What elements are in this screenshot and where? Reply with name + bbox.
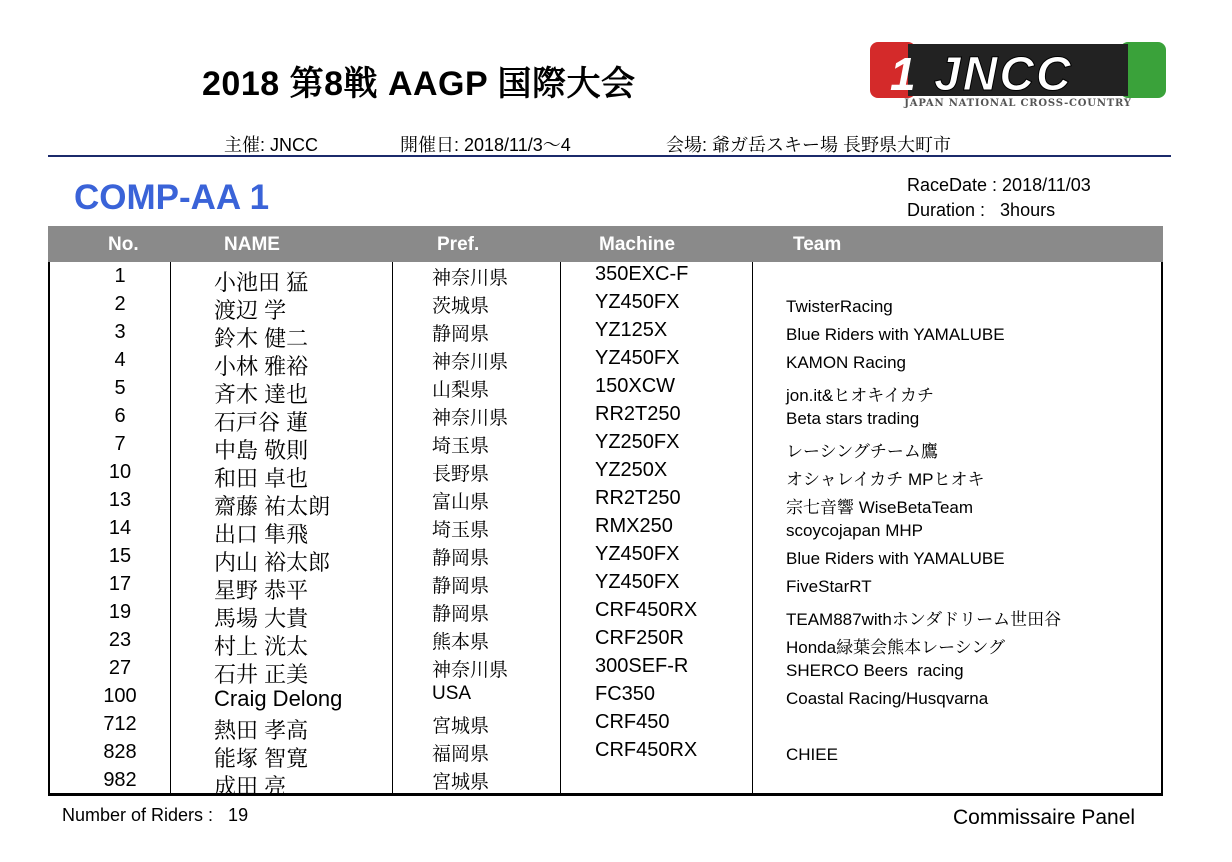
rider-number: 3 — [114, 321, 126, 343]
rider-number: 4 — [114, 349, 126, 371]
rider-machine: CRF450RX — [595, 599, 698, 621]
table-row — [50, 570, 1161, 603]
rider-prefecture: 長野県 — [432, 464, 490, 485]
rider-team: TEAM887withホンダドリーム世田谷 — [786, 610, 1062, 629]
rider-prefecture: 熊本県 — [432, 632, 490, 653]
logo-subtitle: JAPAN NATIONAL CROSS-COUNTRY — [904, 98, 1132, 109]
rider-number: 100 — [103, 685, 137, 707]
table-row — [50, 458, 1161, 491]
rider-number: 5 — [114, 377, 126, 399]
rider-number: 712 — [103, 713, 137, 735]
rider-name: 村上 洸太 — [214, 634, 309, 659]
rider-name: 成田 亮 — [214, 774, 287, 799]
rider-name: 小林 雅裕 — [214, 354, 309, 379]
table-row — [50, 682, 1161, 710]
rider-team: 宗七音響 WiseBetaTeam — [786, 498, 974, 517]
table-row — [50, 374, 1161, 407]
rider-name: 石戸谷 蓮 — [214, 410, 309, 435]
rider-count: Number of Riders : 19 — [62, 805, 249, 825]
page-title: 2018 第8戦 AAGP 国際大会 — [202, 65, 636, 103]
table-row — [50, 514, 1161, 547]
table-header — [48, 226, 1163, 262]
organizer: 主催: JNCC — [224, 135, 318, 155]
rider-prefecture: USA — [432, 683, 472, 704]
rider-prefecture: 静岡県 — [432, 604, 490, 625]
table-row — [50, 626, 1161, 659]
rider-team: SHERCO Beers racing — [786, 661, 964, 680]
svg-text:JNCC: JNCC — [934, 48, 1073, 101]
rider-machine: YZ450FX — [595, 543, 680, 565]
commissaire-panel: Commissaire Panel — [953, 806, 1136, 829]
rider-machine: YZ250FX — [595, 431, 680, 453]
results-table — [48, 262, 1163, 799]
col-team: Team — [793, 234, 842, 255]
header-rule — [48, 155, 1171, 157]
rider-team: CHIEE — [786, 745, 838, 764]
rider-name: 能塚 智寛 — [214, 746, 309, 771]
rider-team: オシャレイカチ MPヒオキ — [786, 470, 985, 489]
rider-team: Coastal Racing/Husqvarna — [786, 689, 989, 708]
rider-name: 小池田 猛 — [214, 270, 309, 295]
rider-machine: CRF450 — [595, 711, 670, 733]
rider-machine: RMX250 — [595, 515, 673, 537]
rider-team: jon.it&ヒオキイカチ — [786, 386, 935, 405]
rider-number: 828 — [103, 741, 137, 763]
rider-number: 1 — [114, 265, 126, 287]
rider-machine: 350EXC-F — [595, 263, 689, 285]
table-row — [50, 542, 1161, 575]
rider-number: 23 — [108, 629, 132, 651]
rider-name: 熱田 孝高 — [214, 718, 309, 743]
rider-prefecture: 茨城県 — [432, 296, 490, 317]
rider-name: 馬場 大貴 — [214, 606, 309, 631]
rider-machine: RR2T250 — [595, 403, 681, 425]
rider-prefecture: 静岡県 — [432, 324, 490, 345]
svg-text:1: 1 — [890, 48, 916, 100]
table-row — [50, 598, 1161, 631]
table-row — [50, 654, 1161, 687]
table-row — [50, 710, 1161, 743]
rider-prefecture: 埼玉県 — [432, 520, 490, 541]
rider-number: 982 — [103, 769, 137, 791]
rider-team: Blue Riders with YAMALUBE — [786, 549, 1005, 568]
rider-team: FiveStarRT — [786, 577, 872, 596]
rider-machine: CRF450RX — [595, 739, 698, 761]
table-row — [50, 346, 1161, 379]
rider-team: レーシングチーム鷹 — [786, 442, 938, 461]
rider-machine: YZ450FX — [595, 291, 680, 313]
col-no: No. — [108, 234, 139, 255]
table-row — [50, 290, 1161, 323]
col-name: NAME — [224, 234, 280, 255]
rider-team: Honda緑葉会熊本レーシング — [786, 638, 1005, 657]
rider-name: 中島 敬則 — [214, 438, 309, 463]
rider-prefecture: 福岡県 — [432, 744, 490, 765]
rider-machine: YZ125X — [595, 319, 668, 341]
rider-name: 石井 正美 — [214, 662, 309, 687]
rider-prefecture: 宮城県 — [432, 772, 490, 793]
race-date: RaceDate : 2018/11/03 — [907, 175, 1091, 195]
rider-team: Beta stars trading — [786, 409, 920, 428]
rider-prefecture: 神奈川県 — [432, 408, 509, 429]
rider-prefecture: 富山県 — [432, 492, 490, 513]
col-machine: Machine — [599, 234, 676, 255]
rider-machine: 150XCW — [595, 375, 676, 397]
rider-team: scoycojapan MHP — [786, 521, 924, 540]
rider-name: Craig Delong — [214, 686, 343, 711]
table-row — [50, 430, 1161, 463]
rider-number: 2 — [114, 293, 126, 315]
table-row — [50, 402, 1161, 435]
rider-prefecture: 神奈川県 — [432, 268, 509, 289]
rider-name: 鈴木 健二 — [214, 326, 309, 351]
rider-number: 10 — [108, 461, 132, 483]
table-row — [50, 318, 1161, 351]
rider-name: 渡辺 学 — [214, 298, 287, 323]
rider-prefecture: 神奈川県 — [432, 352, 509, 373]
rider-number: 7 — [114, 433, 126, 455]
rider-number: 14 — [108, 517, 132, 539]
rider-machine: RR2T250 — [595, 487, 681, 509]
rider-machine: FC350 — [595, 683, 656, 705]
rider-name: 星野 恭平 — [214, 578, 309, 603]
rider-number: 15 — [108, 545, 132, 567]
duration: Duration : 3hours — [907, 200, 1056, 220]
rider-machine: YZ250X — [595, 459, 668, 481]
rider-machine: YZ450FX — [595, 571, 680, 593]
rider-name: 内山 裕太郎 — [214, 550, 331, 575]
event-dates: 開催日: 2018/11/3〜4 — [400, 135, 571, 155]
rider-prefecture: 宮城県 — [432, 716, 490, 737]
rider-name: 出口 隼飛 — [214, 522, 309, 547]
class-title: COMP-AA 1 — [74, 178, 270, 217]
rider-number: 13 — [108, 489, 132, 511]
rider-machine: 300SEF-R — [595, 655, 689, 677]
rider-number: 6 — [114, 405, 126, 427]
rider-name: 斉木 達也 — [214, 382, 309, 407]
table-row — [50, 766, 1161, 799]
rider-prefecture: 埼玉県 — [432, 436, 490, 457]
venue: 会場: 爺ガ岳スキー場 長野県大町市 — [666, 135, 952, 155]
table-row — [50, 738, 1161, 771]
rider-name: 齋藤 祐太朗 — [214, 494, 331, 519]
rider-prefecture: 神奈川県 — [432, 660, 509, 681]
rider-number: 17 — [108, 573, 132, 595]
rider-team: KAMON Racing — [786, 353, 906, 372]
col-pref: Pref. — [437, 234, 480, 255]
rider-name: 和田 卓也 — [214, 466, 309, 491]
table-row — [50, 486, 1161, 519]
rider-team: TwisterRacing — [786, 297, 893, 316]
table-row — [50, 262, 1161, 295]
rider-team: Blue Riders with YAMALUBE — [786, 325, 1005, 344]
rider-number: 27 — [108, 657, 132, 679]
rider-machine: YZ450FX — [595, 347, 680, 369]
rider-number: 19 — [108, 601, 132, 623]
rider-prefecture: 静岡県 — [432, 576, 490, 597]
rider-prefecture: 静岡県 — [432, 548, 490, 569]
rider-machine: CRF250R — [595, 627, 684, 649]
rider-prefecture: 山梨県 — [432, 380, 490, 401]
